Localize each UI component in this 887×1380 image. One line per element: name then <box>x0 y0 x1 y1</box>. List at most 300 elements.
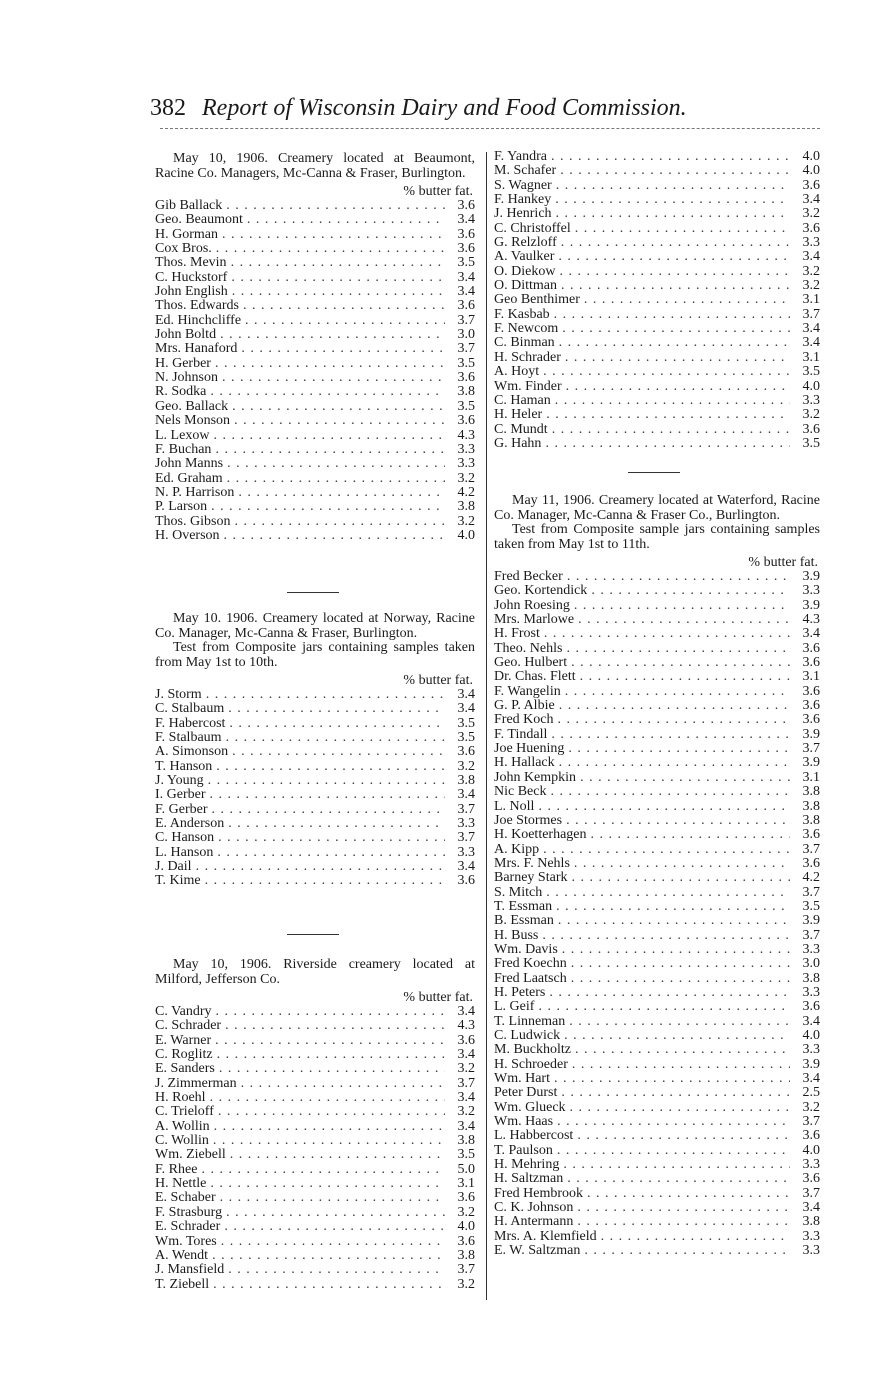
patron-name: H. Koetterhagen <box>494 828 587 843</box>
dot-leader <box>232 285 445 299</box>
intro-paragraph: Test from Composite jars containing samples taken from May 1st to 10th. <box>155 640 475 670</box>
entry-row <box>155 702 475 716</box>
dot-leader <box>205 874 445 888</box>
patron-name: Fred Hembrook <box>494 1186 584 1201</box>
dot-leader <box>213 1134 445 1148</box>
patron-name: C. Hanson <box>155 831 215 846</box>
patron-name: A. Kipp <box>494 842 540 857</box>
dot-leader <box>545 437 790 451</box>
dot-leader <box>218 1105 445 1119</box>
butter-fat-value: 3.3 <box>802 1043 820 1058</box>
dot-leader <box>231 271 445 285</box>
entry-row <box>494 1000 820 1014</box>
patron-name: F. Stalbaum <box>155 731 222 746</box>
entry-row <box>155 1263 475 1277</box>
entry-row <box>155 271 475 285</box>
butter-fat-header: % butter fat. <box>403 673 473 688</box>
butter-fat-value: 3.6 <box>802 422 820 437</box>
butter-fat-value: 4.0 <box>457 528 475 543</box>
entry-row <box>155 1134 475 1148</box>
butter-fat-value: 3.7 <box>457 342 475 357</box>
butter-fat-value: 3.9 <box>802 914 820 929</box>
butter-fat-value: 3.4 <box>802 193 820 208</box>
butter-fat-value: 3.7 <box>802 742 820 757</box>
patron-name: R. Sodka <box>155 385 207 400</box>
entry-row <box>155 515 475 529</box>
dot-leader <box>222 228 445 242</box>
butter-fat-value: 3.4 <box>802 627 820 642</box>
entry-row <box>155 314 475 328</box>
dot-leader <box>228 702 445 716</box>
dot-leader <box>558 250 790 264</box>
patron-name: N. Johnson <box>155 371 219 386</box>
entry-row <box>494 627 820 641</box>
report-section <box>155 612 475 889</box>
entry-row <box>494 150 820 164</box>
butter-fat-value: 3.6 <box>457 227 475 242</box>
patron-name: F. Rhee <box>155 1162 198 1177</box>
patron-name: Wm. Finder <box>494 379 562 394</box>
dot-leader <box>556 207 790 221</box>
entry-row <box>155 788 475 802</box>
entry-row <box>155 774 475 788</box>
butter-fat-value: 3.9 <box>802 570 820 584</box>
report-section <box>155 152 475 543</box>
patron-name: T. Kime <box>155 874 201 889</box>
butter-fat-value: 3.6 <box>802 1172 820 1187</box>
butter-fat-value: 3.6 <box>802 1000 820 1015</box>
patron-name: Thos. Mevin <box>155 256 227 271</box>
butter-fat-value: 3.1 <box>802 293 820 308</box>
patron-name: Thos. Gibson <box>155 514 231 529</box>
entry-row <box>155 228 475 242</box>
entry-row <box>494 365 820 379</box>
patron-name: Wm. Haas <box>494 1115 554 1130</box>
entry-row <box>155 1220 475 1234</box>
patron-name: John Manns <box>155 457 224 472</box>
entry-row <box>155 242 475 256</box>
dot-leader <box>210 1091 445 1105</box>
patron-name: G. P. Albie <box>494 699 555 714</box>
butter-fat-value: 3.4 <box>457 702 475 717</box>
entry-row <box>494 972 820 986</box>
entry-row <box>494 756 820 770</box>
dot-leader <box>587 1187 790 1201</box>
entry-row <box>494 886 820 900</box>
patron-name: T. Linneman <box>494 1014 566 1029</box>
entry-row <box>155 1191 475 1205</box>
entry-row <box>494 713 820 727</box>
butter-fat-value: 3.6 <box>802 221 820 236</box>
butter-fat-value: 3.3 <box>802 1158 820 1173</box>
dot-leader <box>215 1034 445 1048</box>
butter-fat-value: 3.6 <box>457 199 475 213</box>
entry-row <box>494 828 820 842</box>
patron-name: A. Hoyt <box>494 365 540 380</box>
dot-leader <box>561 236 790 250</box>
butter-fat-value: 3.1 <box>802 770 820 785</box>
butter-fat-value: 3.5 <box>802 899 820 914</box>
entry-row <box>155 860 475 874</box>
entry-row <box>155 472 475 486</box>
butter-fat-value: 3.8 <box>802 785 820 800</box>
patron-name: A. Vaulker <box>494 250 555 265</box>
butter-fat-value: 3.7 <box>457 802 475 817</box>
entry-row <box>494 250 820 264</box>
entry-row <box>155 385 475 399</box>
entry-row <box>494 656 820 670</box>
dot-leader <box>543 843 790 857</box>
entry-row <box>494 642 820 656</box>
patron-name: H. Overson <box>155 528 220 543</box>
patron-name: H. Gerber <box>155 356 211 371</box>
butter-fat-value: 3.1 <box>802 670 820 685</box>
patron-name: Joe Stormes <box>494 813 563 828</box>
dot-leader <box>584 1244 790 1258</box>
column-divider <box>486 152 487 1300</box>
butter-fat-value: 3.3 <box>457 457 475 472</box>
patron-name: John Roesing <box>494 598 570 613</box>
dot-leader <box>567 570 790 584</box>
butter-fat-value: 3.5 <box>457 1148 475 1163</box>
entry-row <box>494 308 820 322</box>
entry-row <box>494 394 820 408</box>
butter-fat-value: 3.3 <box>802 942 820 957</box>
patron-name: E. Anderson <box>155 817 225 832</box>
dot-leader <box>215 357 445 371</box>
patron-name: H. Mehring <box>494 1158 560 1173</box>
dot-leader <box>566 642 790 656</box>
dot-leader <box>546 886 790 900</box>
dot-leader <box>591 584 790 598</box>
entry-row <box>494 728 820 742</box>
entry-row <box>155 357 475 371</box>
patron-name: L. Hanson <box>155 845 214 860</box>
dot-leader <box>538 800 790 814</box>
entry-row <box>155 688 475 702</box>
dot-leader <box>559 756 790 770</box>
butter-fat-value: 3.6 <box>457 371 475 386</box>
dot-leader <box>560 164 790 178</box>
entry-row <box>155 1163 475 1177</box>
dot-leader <box>210 1177 445 1191</box>
entry-row <box>494 742 820 756</box>
entry-row <box>155 1249 475 1263</box>
dot-leader <box>218 831 445 845</box>
patron-name: H. Gorman <box>155 227 218 242</box>
entry-row <box>155 500 475 514</box>
patron-name: T. Paulson <box>494 1143 553 1158</box>
patron-name: F. Kasbab <box>494 307 550 322</box>
patron-name: M. Schafer <box>494 164 557 179</box>
patron-name: E. Sanders <box>155 1062 215 1077</box>
dot-leader <box>571 871 790 885</box>
report-section <box>155 958 475 1292</box>
dot-leader <box>555 193 790 207</box>
butter-fat-value: 3.3 <box>457 817 475 832</box>
patron-name: L. Noll <box>494 799 535 814</box>
entry-row <box>494 1101 820 1115</box>
entry-row <box>494 800 820 814</box>
dot-leader <box>216 242 445 256</box>
butter-fat-value: 3.9 <box>802 756 820 771</box>
patron-name: Mrs. F. Nehls <box>494 856 570 871</box>
intro-paragraph: May 10, 1906. Creamery located at Beaumont, Racine Co. Managers, Mc-Canna & Fraser, Burlington. <box>155 151 475 181</box>
entry-row <box>494 1129 820 1143</box>
report-section <box>494 150 820 451</box>
patron-name: C. Haman <box>494 393 551 408</box>
entry-row <box>494 164 820 178</box>
patron-name: E. W. Saltzman <box>494 1244 581 1259</box>
butter-fat-value: 3.4 <box>457 860 475 875</box>
patron-name: Wm. Tores <box>155 1234 217 1249</box>
entry-row <box>494 914 820 928</box>
butter-fat-value: 4.2 <box>457 485 475 500</box>
dot-leader <box>552 423 790 437</box>
dot-leader <box>561 279 790 293</box>
entry-row <box>494 871 820 885</box>
butter-fat-value: 3.7 <box>802 842 820 857</box>
butter-fat-value: 3.5 <box>802 436 820 451</box>
patron-name: C. Ludwick <box>494 1029 561 1043</box>
patron-name: Geo. Beaumont <box>155 213 243 228</box>
patron-name: Fred Koch <box>494 713 554 728</box>
dot-leader <box>557 1115 790 1129</box>
dot-leader <box>227 457 445 471</box>
dot-leader <box>221 1235 445 1249</box>
butter-fat-value: 3.6 <box>802 828 820 843</box>
dot-leader <box>565 351 790 365</box>
butter-fat-value: 3.7 <box>802 885 820 900</box>
patron-name: E. Schaber <box>155 1191 216 1206</box>
dot-leader <box>201 1163 445 1177</box>
entry-row <box>155 760 475 774</box>
patron-name: H. Roehl <box>155 1091 206 1106</box>
patron-name: F. Gerber <box>155 802 208 817</box>
patron-name: J. Storm <box>155 688 202 702</box>
dot-leader <box>238 486 445 500</box>
patron-name: H. Peters <box>494 985 546 1000</box>
dot-leader <box>578 613 790 627</box>
butter-fat-value: 3.6 <box>802 656 820 671</box>
dot-leader <box>546 408 790 422</box>
patron-name: B. Essman <box>494 914 554 929</box>
entry-row <box>494 1086 820 1100</box>
butter-fat-value: 3.8 <box>802 1215 820 1230</box>
patron-name: Theo. Nehls <box>494 641 563 656</box>
entry-row <box>494 843 820 857</box>
patron-name: J. Zimmerman <box>155 1076 237 1091</box>
entry-row <box>155 803 475 817</box>
entry-row <box>494 943 820 957</box>
entry-row <box>494 900 820 914</box>
patron-name: Geo Benthimer <box>494 293 580 308</box>
butter-fat-value: 3.6 <box>802 684 820 699</box>
section-separator <box>287 592 339 593</box>
butter-fat-value: 3.3 <box>802 584 820 599</box>
entry-row <box>494 599 820 613</box>
dot-leader <box>580 670 790 684</box>
entry-row <box>494 613 820 627</box>
entry-row <box>494 336 820 350</box>
dot-leader <box>555 394 790 408</box>
butter-fat-value: 3.9 <box>802 598 820 613</box>
butter-fat-value: 3.6 <box>802 856 820 871</box>
entry-row <box>494 1201 820 1215</box>
dot-leader <box>575 1043 790 1057</box>
dot-leader <box>566 380 790 394</box>
entry-row <box>494 265 820 279</box>
dot-leader <box>564 1029 790 1043</box>
butter-fat-value: 3.4 <box>457 270 475 285</box>
dot-leader <box>216 760 445 774</box>
butter-fat-value: 3.2 <box>457 1277 475 1292</box>
dot-leader <box>559 699 790 713</box>
entry-row <box>494 408 820 422</box>
patron-name: I. Gerber <box>155 788 206 803</box>
entry-row <box>155 1077 475 1091</box>
butter-fat-value: 3.6 <box>802 699 820 714</box>
entry-row <box>155 429 475 443</box>
entry-row <box>494 380 820 394</box>
dot-leader <box>225 1019 445 1033</box>
dot-leader <box>568 742 790 756</box>
butter-fat-value: 3.6 <box>457 242 475 257</box>
entry-row <box>494 570 820 584</box>
dot-leader <box>556 900 790 914</box>
patron-name: F. Tindall <box>494 727 548 742</box>
dot-leader <box>228 817 445 831</box>
dot-leader <box>234 515 445 529</box>
dot-leader <box>227 472 445 486</box>
report-section <box>494 494 820 1259</box>
dot-leader <box>571 656 790 670</box>
patron-name: Nic Beck <box>494 785 547 800</box>
butter-fat-value: 3.5 <box>457 731 475 746</box>
entry-row <box>155 831 475 845</box>
patron-name: Ed. Hinchcliffe <box>155 313 242 328</box>
entry-row <box>155 1062 475 1076</box>
dot-leader <box>196 860 445 874</box>
patron-name: L. Geif <box>494 1000 535 1015</box>
dot-leader <box>558 713 791 727</box>
entry-row <box>494 1043 820 1057</box>
entry-row <box>494 670 820 684</box>
entry-row <box>155 299 475 313</box>
intro-paragraph: May 10. 1906. Creamery located at Norway, Racine Co. Manager, Mc-Canna & Fraser, Burlington. <box>155 611 475 641</box>
dot-leader <box>217 846 445 860</box>
patron-name: Joe Huening <box>494 742 565 757</box>
dot-leader <box>557 1144 790 1158</box>
butter-fat-value: 4.0 <box>802 1143 820 1158</box>
entry-row <box>494 1115 820 1129</box>
butter-fat-value: 3.3 <box>457 845 475 860</box>
butter-fat-value: 3.4 <box>457 1119 475 1134</box>
patron-name: C. Schrader <box>155 1019 222 1034</box>
entry-row <box>494 1015 820 1029</box>
butter-fat-value: 3.2 <box>802 207 820 222</box>
butter-fat-value: 4.3 <box>802 613 820 628</box>
patron-name: Mrs. Marlowe <box>494 613 575 628</box>
patron-name: Dr. Chas. Flett <box>494 670 576 685</box>
butter-fat-value: 3.6 <box>457 414 475 429</box>
patron-name: Cox Bros. <box>155 242 212 257</box>
entry-row <box>155 213 475 227</box>
dot-leader <box>222 371 445 385</box>
dot-leader <box>584 293 790 307</box>
dot-leader <box>220 328 445 342</box>
patron-name: John Kempkin <box>494 770 577 785</box>
butter-fat-value: 3.2 <box>802 279 820 294</box>
butter-fat-value: 3.2 <box>457 514 475 529</box>
butter-fat-value: 3.3 <box>802 1229 820 1244</box>
entry-row <box>155 745 475 759</box>
butter-fat-value: 3.4 <box>457 1005 475 1019</box>
dot-leader <box>574 857 790 871</box>
dot-leader <box>211 500 445 514</box>
patron-name: H. Hallack <box>494 756 555 771</box>
butter-fat-value: 3.7 <box>802 307 820 322</box>
entry-row <box>494 1158 820 1172</box>
patron-name: N. P. Harrison <box>155 485 235 500</box>
dot-leader <box>563 1158 790 1172</box>
patron-name: S. Mitch <box>494 885 543 900</box>
entry-row <box>155 486 475 500</box>
butter-fat-value: 3.2 <box>802 264 820 279</box>
butter-fat-value: 4.0 <box>802 379 820 394</box>
butter-fat-value: 3.6 <box>457 1234 475 1249</box>
dot-leader <box>224 1220 445 1234</box>
dot-leader <box>556 179 790 193</box>
entry-row <box>494 814 820 828</box>
patron-name: Nels Monson <box>155 414 231 429</box>
dot-leader <box>565 685 790 699</box>
dot-leader <box>567 1172 790 1186</box>
entry-row <box>494 785 820 799</box>
dot-leader <box>226 1206 445 1220</box>
entry-row <box>494 322 820 336</box>
patron-name: A. Simonson <box>155 745 229 760</box>
butter-fat-value: 3.7 <box>802 1115 820 1130</box>
entry-row <box>155 1019 475 1033</box>
patron-name: Fred Becker <box>494 570 563 584</box>
dot-leader <box>226 199 445 213</box>
dot-leader <box>543 365 790 379</box>
entry-row <box>494 207 820 221</box>
entry-row <box>494 929 820 943</box>
entry-row <box>155 443 475 457</box>
butter-fat-header: % butter fat. <box>403 184 473 199</box>
butter-fat-value: 3.7 <box>457 313 475 328</box>
butter-fat-value: 3.3 <box>457 442 475 457</box>
entry-row <box>494 423 820 437</box>
patron-name: C. Roglitz <box>155 1048 213 1063</box>
dot-leader <box>562 943 790 957</box>
dot-leader <box>550 785 790 799</box>
intro-paragraph: May 10, 1906. Riverside creamery located at Milford, Jefferson Co. <box>155 957 475 987</box>
patron-name: F. Habercost <box>155 716 226 731</box>
entry-row <box>155 1034 475 1048</box>
patron-name: Geo. Ballack <box>155 399 229 414</box>
butter-fat-value: 3.2 <box>457 1105 475 1120</box>
entry-row <box>155 1120 475 1134</box>
patron-name: C. Trieloff <box>155 1105 214 1120</box>
patron-name: T. Essman <box>494 899 553 914</box>
patron-name: H. Buss <box>494 928 539 943</box>
butter-fat-value: 4.2 <box>802 871 820 886</box>
dot-leader <box>217 1048 445 1062</box>
patron-name: J. Young <box>155 774 204 789</box>
